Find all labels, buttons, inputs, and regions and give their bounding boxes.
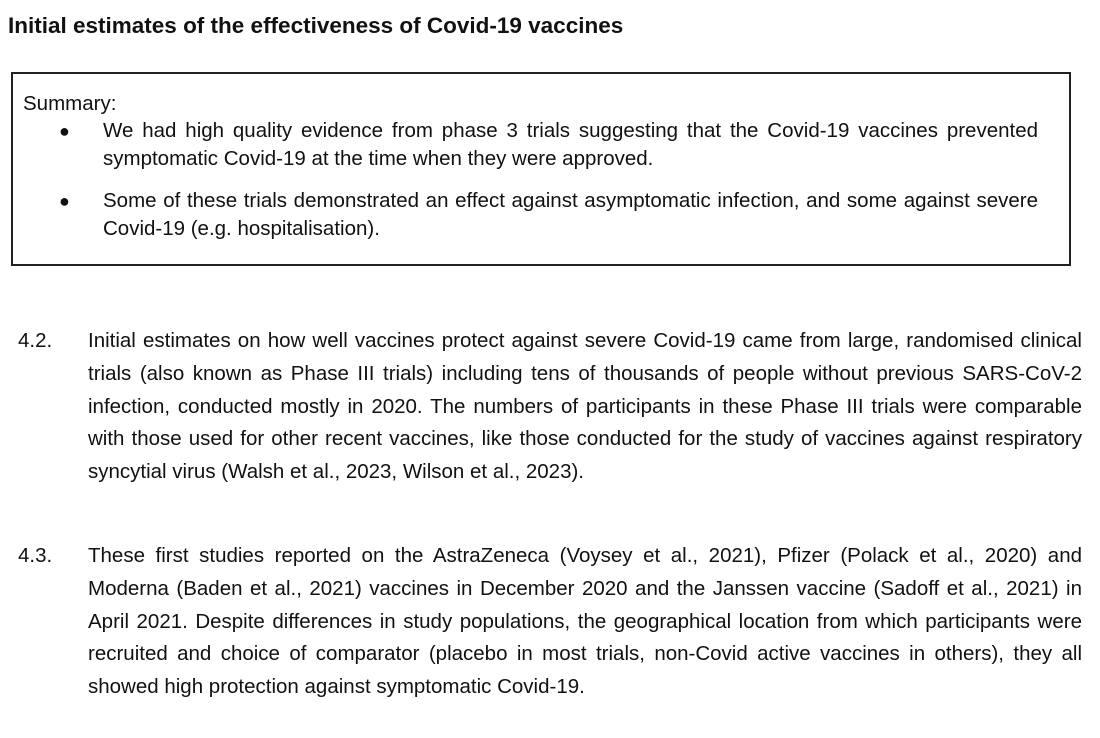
paragraph-number: 4.2. [18, 329, 53, 352]
summary-label: Summary: [23, 92, 117, 115]
bullet-icon: ● [59, 191, 70, 211]
summary-bullet-item [59, 117, 1038, 173]
paragraph-number: 4.3. [18, 544, 53, 567]
summary-bullet-text: We had high quality evidence from phase 3 trials suggesting that the Covid-19 vaccines prevented symptomatic Covid-19 at the time when they were approved. [103, 119, 1038, 170]
section-heading: Initial estimates of the effectiveness of Covid-19 vaccines [8, 13, 624, 38]
summary-box [11, 72, 1071, 266]
summary-bullet-item [59, 187, 1038, 243]
summary-bullet-text: Some of these trials demonstrated an effect against asymptomatic infection, and some against severe Covid-19 (e.g. hospitalisation). [103, 189, 1038, 240]
paragraph-text: These first studies reported on the AstraZeneca (Voysey et al., 2021), Pfizer (Polack et al., 2020) and Moderna (Baden et al., 2021) vaccines in December 2020 and the Janssen vaccine (Sadoff et al., 2021) in April 2021. Despite differences in study populations, the geographical location from which participants were recruited and choice of comparator (placebo in most trials, non-Covid active vaccines in others), they all showed high protection against symptomatic Covid-19. [88, 544, 1082, 699]
paragraph-text: Initial estimates on how well vaccines protect against severe Covid-19 came from large, randomised clinical trials (also known as Phase III trials) including tens of thousands of people without previous SARS-CoV-2 infection, conducted mostly in 2020. The numbers of participants in these Phase III trials were comparable with those used for other recent vaccines, like those conducted for the study of vaccines against respiratory syncytial virus (Walsh et al., 2023, Wilson et al., 2023). [88, 329, 1082, 484]
bullet-icon: ● [59, 121, 70, 141]
